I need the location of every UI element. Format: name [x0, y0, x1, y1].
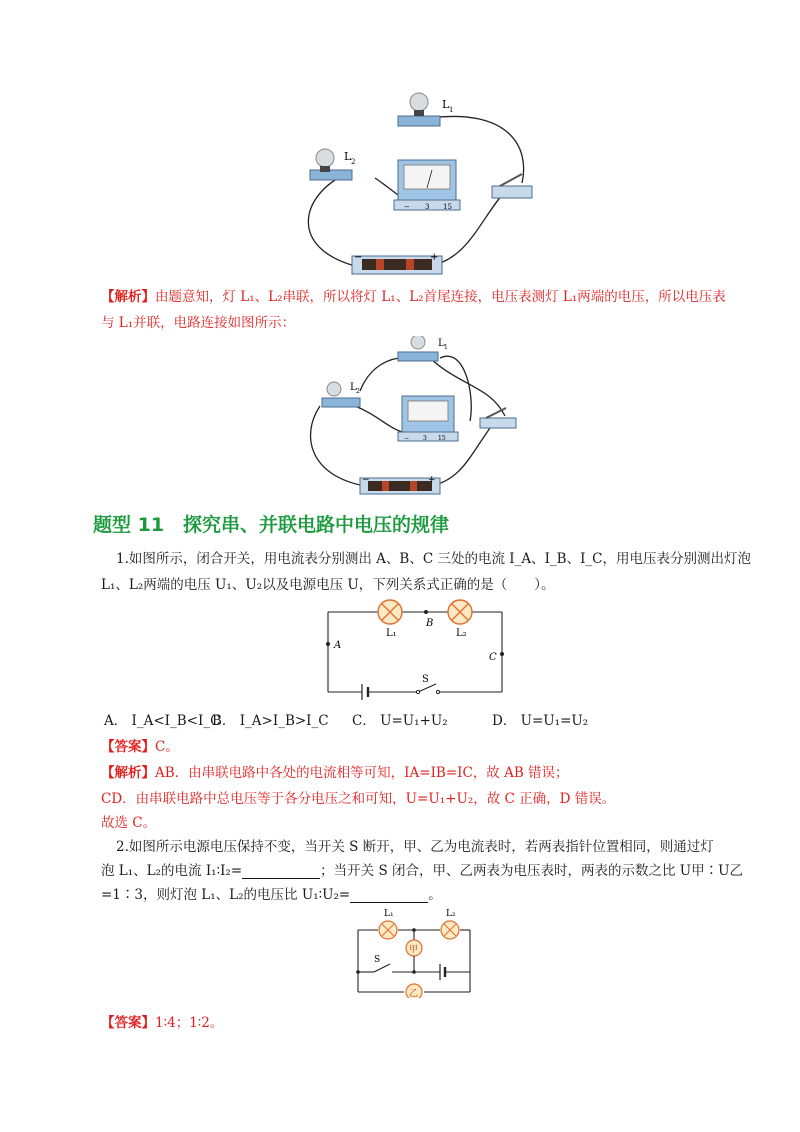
lamp-l1-icon	[378, 600, 402, 624]
switch-icon	[480, 408, 516, 428]
svg-text:1: 1	[449, 106, 454, 114]
q1-option-b[interactable]: B． I_A>I_B>I_C	[212, 713, 329, 729]
analysis-1-line-2: 与 L₁并联，电路连接如图所示：	[101, 315, 296, 331]
label-a: A	[334, 640, 342, 651]
svg-text:1: 1	[444, 344, 448, 351]
svg-text:−: −	[362, 475, 370, 485]
label-s: S	[422, 674, 429, 685]
q2-line-3: =1∶3，则灯泡 L₁、L₂的电压比 U₁∶U₂= 。	[101, 887, 442, 903]
q1-option-d[interactable]: D． U=U₁=U₂	[492, 713, 589, 729]
label-l2: L	[344, 150, 352, 163]
q1-option-c[interactable]: C． U=U₁+U₂	[352, 713, 448, 729]
figure-apparatus-unconnected	[280, 88, 550, 278]
q2-circuit-diagram	[348, 906, 478, 998]
label-l1: L₁	[384, 909, 394, 919]
svg-text:L: L	[350, 382, 357, 393]
figure-apparatus-connected	[300, 336, 530, 501]
svg-text:3: 3	[423, 435, 427, 442]
svg-text:L: L	[438, 338, 445, 349]
switch-icon	[492, 174, 532, 198]
q1-line-1: 1.如图所示，闭合开关，用电流表分别测出 A、B、C 三处的电流 I_A、I_B、I_C，用电压表分别测出灯泡	[116, 551, 751, 567]
label-c: C	[489, 652, 497, 663]
bulb-l1-icon	[398, 336, 438, 361]
svg-text:15: 15	[438, 435, 446, 442]
analysis-1-line-1: 【解析】由题意知，灯 L₁、L₂串联，所以将灯 L₁、L₂首尾连接，电压表测灯 L₁两端的电压，所以电压表	[101, 289, 726, 305]
label-l1: L₁	[386, 628, 397, 639]
switch-icon	[374, 964, 390, 972]
svg-text:−: −	[404, 203, 410, 211]
bulb-l1-icon	[398, 93, 440, 126]
svg-text:+: +	[430, 252, 439, 263]
q2-answer: 【答案】1∶4；1∶2。	[101, 1015, 224, 1031]
q2-line-1: 2.如图所示电源电压保持不变，当开关 S 断开，甲、乙为电流表时，若两表指针位置相同，则通过灯	[116, 839, 714, 855]
q1-answer: 【答案】C。	[101, 739, 179, 755]
q2-blank-1[interactable]	[242, 862, 320, 879]
label-l1: L	[442, 98, 450, 111]
q1-conclusion: 故选 C。	[101, 815, 157, 831]
section-title: 题型 11 探究串、并联电路中电压的规律	[93, 514, 450, 536]
q1-analysis-line-2: CD．由串联电路中总电压等于各分电压之和可知，U=U₁+U₂，故 C 正确，D 错误。	[101, 791, 616, 807]
q1-circuit-diagram	[318, 596, 508, 700]
lamp-l1-icon	[379, 921, 397, 939]
label-l2: L₂	[456, 628, 467, 639]
q1-analysis-line-1: 【解析】AB．由串联电路中各处的电流相等可知，IA=IB=IC，故 AB 错误；	[101, 765, 569, 781]
label-jia: 甲	[409, 945, 419, 955]
lamp-l2-icon	[441, 921, 459, 939]
svg-text:3: 3	[425, 203, 430, 211]
lamp-l2-icon	[448, 600, 472, 624]
svg-text:2: 2	[356, 388, 360, 395]
svg-text:15: 15	[443, 203, 452, 211]
battery-icon	[352, 256, 442, 274]
q2-line-2: 泡 L₁、L₂的电流 I₁∶I₂= ；当开关 S 闭合，甲、乙两表为电压表时，两表的示数之比 U甲∶U乙	[101, 863, 744, 879]
svg-text:−: −	[404, 435, 410, 442]
q1-line-2: L₁、L₂两端的电压 U₁、U₂以及电源电压 U，下列关系式正确的是（ ）。	[101, 577, 555, 593]
label-b: B	[426, 618, 434, 629]
q1-option-a[interactable]: A． I_A<I_B<I_C	[104, 713, 221, 729]
svg-text:2: 2	[351, 158, 356, 166]
switch-icon	[418, 684, 436, 692]
svg-text:+: +	[428, 475, 436, 485]
q2-blank-2[interactable]	[350, 886, 428, 903]
svg-text:−: −	[354, 252, 363, 263]
label-s: S	[374, 955, 381, 965]
label-l2: L₂	[446, 909, 456, 919]
label-yi: 乙	[409, 989, 419, 998]
